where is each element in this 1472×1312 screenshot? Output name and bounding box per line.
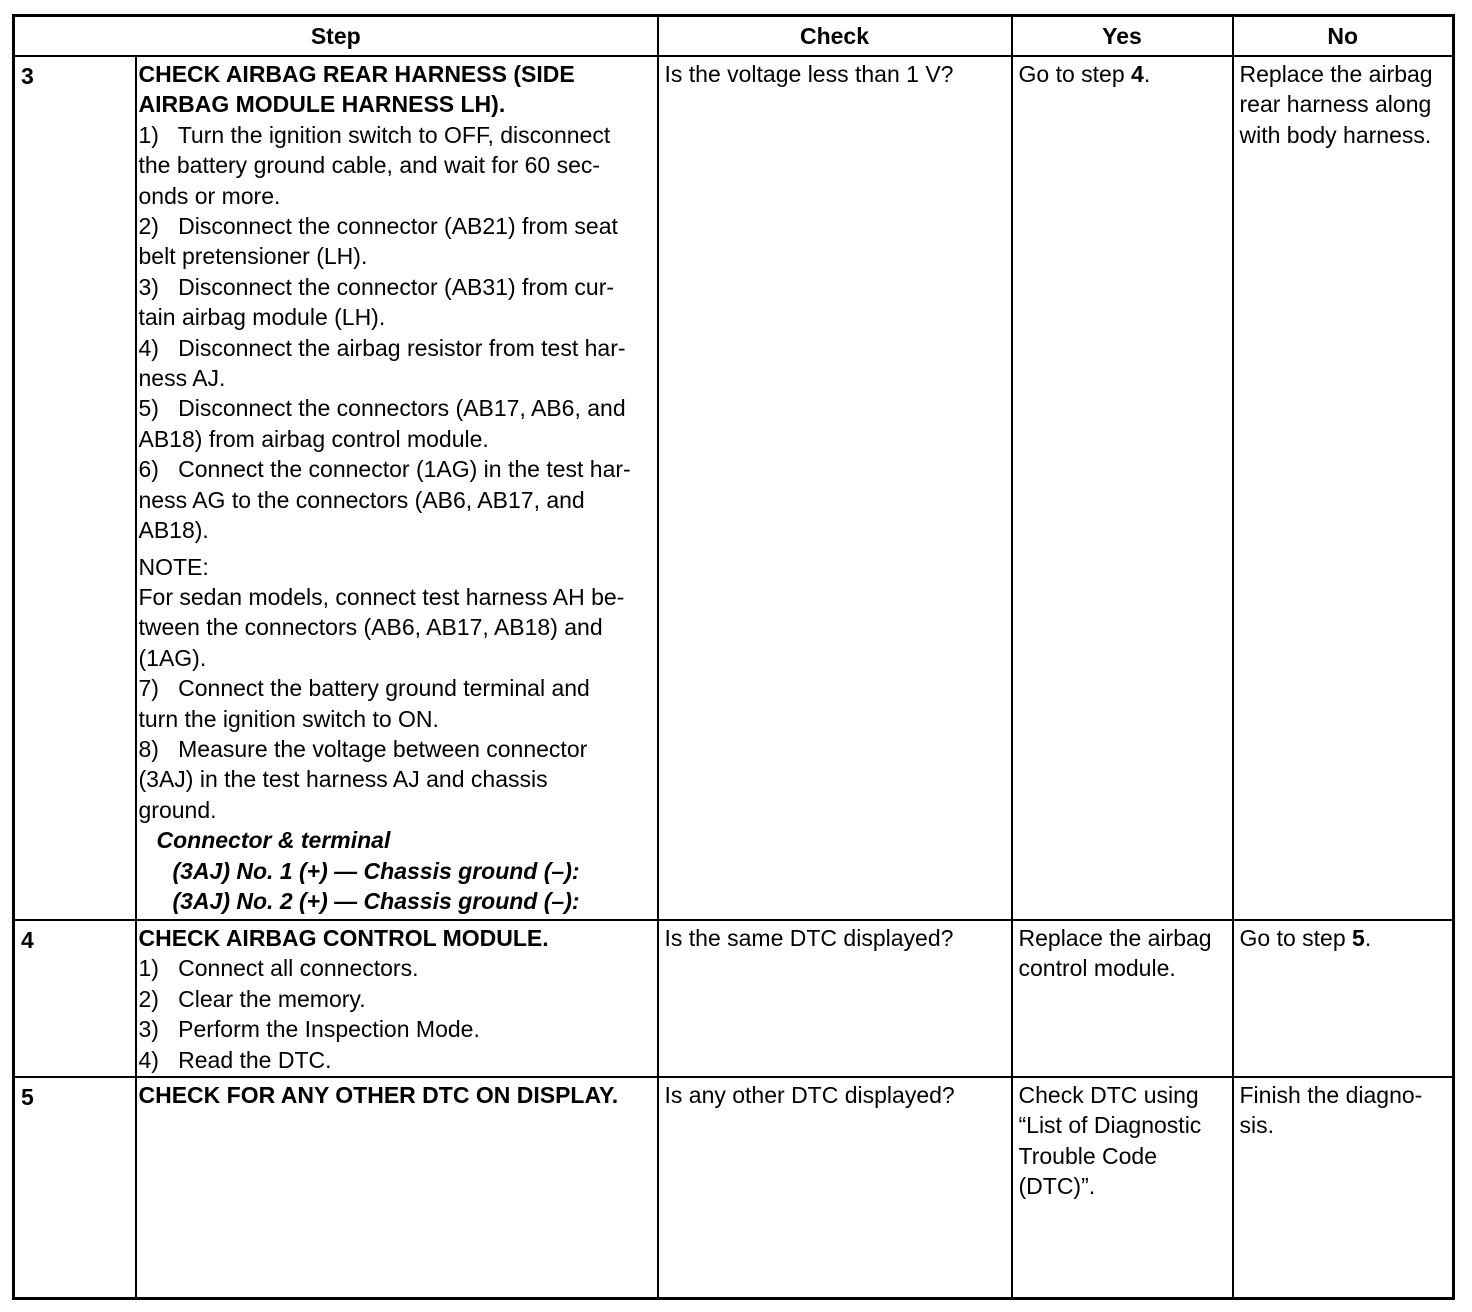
step-number: 5 bbox=[14, 1077, 136, 1299]
connector-terminal-line: (3AJ) No. 1 (+) — Chassis ground (–): bbox=[172, 857, 580, 884]
step-line: 7) Connect the battery ground terminal and bbox=[138, 675, 590, 702]
no-text: Go to step bbox=[1239, 925, 1353, 951]
connector-terminal-heading: Connector & terminal bbox=[156, 827, 391, 854]
step-line: 4) Read the DTC. bbox=[138, 1046, 332, 1073]
no-line: rear harness along bbox=[1239, 91, 1432, 118]
header-no: No bbox=[1233, 16, 1454, 57]
no-line: with body harness. bbox=[1239, 121, 1432, 148]
step-line: 3) Disconnect the connector (AB31) from cur- bbox=[138, 273, 615, 300]
no-suffix: . bbox=[1364, 925, 1372, 951]
step-line: (3AJ) in the test harness AJ and chassis bbox=[138, 766, 548, 793]
yes-cell bbox=[1012, 56, 1233, 920]
step-number: 4 bbox=[14, 920, 136, 1077]
connector-terminal-line: (3AJ) No. 2 (+) — Chassis ground (–): bbox=[172, 887, 580, 914]
header-yes: Yes bbox=[1012, 16, 1233, 57]
no-line: sis. bbox=[1239, 1112, 1274, 1139]
step-line: ness AG to the connectors (AB6, AB17, and bbox=[138, 486, 585, 513]
table-row bbox=[14, 56, 1454, 920]
no-cell bbox=[1233, 56, 1454, 920]
step-line: ground. bbox=[138, 796, 217, 823]
no-cell bbox=[1233, 1077, 1454, 1299]
table-row bbox=[14, 1077, 1454, 1299]
no-step-link: 5 bbox=[1352, 925, 1365, 951]
step-description bbox=[136, 920, 658, 1077]
step-title: CHECK AIRBAG CONTROL MODULE. bbox=[138, 925, 549, 951]
no-cell bbox=[1233, 920, 1454, 1077]
no-line: Finish the diagno- bbox=[1239, 1082, 1423, 1108]
header-step: Step bbox=[14, 16, 658, 57]
step-line: AB18). bbox=[138, 517, 209, 544]
yes-text: Go to step bbox=[1018, 61, 1132, 87]
step-title: CHECK FOR ANY OTHER DTC ON DISPLAY. bbox=[138, 1082, 619, 1108]
yes-line: Trouble Code bbox=[1018, 1142, 1158, 1169]
step-line: 6) Connect the connector (1AG) in the test har- bbox=[138, 456, 631, 483]
yes-line: control module. bbox=[1018, 955, 1176, 982]
step-number: 3 bbox=[14, 56, 136, 920]
step-title: CHECK AIRBAG REAR HARNESS (SIDE bbox=[138, 61, 575, 87]
yes-step-link: 4 bbox=[1131, 61, 1144, 87]
step-line: tain airbag module (LH). bbox=[138, 304, 386, 331]
step-line: onds or more. bbox=[138, 182, 281, 209]
step-line: 3) Perform the Inspection Mode. bbox=[138, 1016, 480, 1043]
note-line: For sedan models, connect test harness AH be- bbox=[138, 583, 625, 610]
step-description bbox=[136, 56, 658, 920]
yes-suffix: . bbox=[1143, 61, 1151, 87]
diagnostic-table bbox=[12, 14, 1455, 1300]
no-line: Replace the airbag bbox=[1239, 61, 1433, 87]
step-line: 1) Turn the ignition switch to OFF, disconnect bbox=[138, 121, 611, 148]
note-line: tween the connectors (AB6, AB17, AB18) and bbox=[138, 614, 603, 641]
step-line: 2) Clear the memory. bbox=[138, 985, 366, 1012]
step-line: turn the ignition switch to ON. bbox=[138, 705, 439, 732]
yes-line: (DTC)”. bbox=[1018, 1173, 1096, 1200]
step-title: AIRBAG MODULE HARNESS LH). bbox=[138, 91, 506, 118]
yes-cell bbox=[1012, 920, 1233, 1077]
step-line: ness AJ. bbox=[138, 365, 226, 392]
table-header-row bbox=[14, 16, 1454, 57]
step-line: 8) Measure the voltage between connector bbox=[138, 735, 588, 762]
check-cell: Is the voltage less than 1 V? bbox=[658, 56, 1012, 920]
yes-line: “List of Diagnostic bbox=[1018, 1112, 1202, 1139]
yes-line: Check DTC using bbox=[1018, 1082, 1199, 1108]
step-line: 2) Disconnect the connector (AB21) from seat bbox=[138, 213, 618, 240]
step-line: 1) Connect all connectors. bbox=[138, 955, 419, 982]
yes-cell bbox=[1012, 1077, 1233, 1299]
step-line: belt pretensioner (LH). bbox=[138, 243, 368, 270]
header-check: Check bbox=[658, 16, 1012, 57]
step-description bbox=[136, 1077, 658, 1299]
step-line: 5) Disconnect the connectors (AB17, AB6, and bbox=[138, 395, 626, 422]
step-line: the battery ground cable, and wait for 60 sec- bbox=[138, 152, 601, 179]
check-cell: Is any other DTC displayed? bbox=[658, 1077, 1012, 1299]
note-label: NOTE: bbox=[138, 553, 209, 580]
step-line: AB18) from airbag control module. bbox=[138, 425, 489, 452]
check-cell: Is the same DTC displayed? bbox=[658, 920, 1012, 1077]
step-line: 4) Disconnect the airbag resistor from test har- bbox=[138, 334, 626, 361]
table-row bbox=[14, 920, 1454, 1077]
note-line: (1AG). bbox=[138, 644, 207, 671]
yes-line: Replace the airbag bbox=[1018, 925, 1212, 951]
